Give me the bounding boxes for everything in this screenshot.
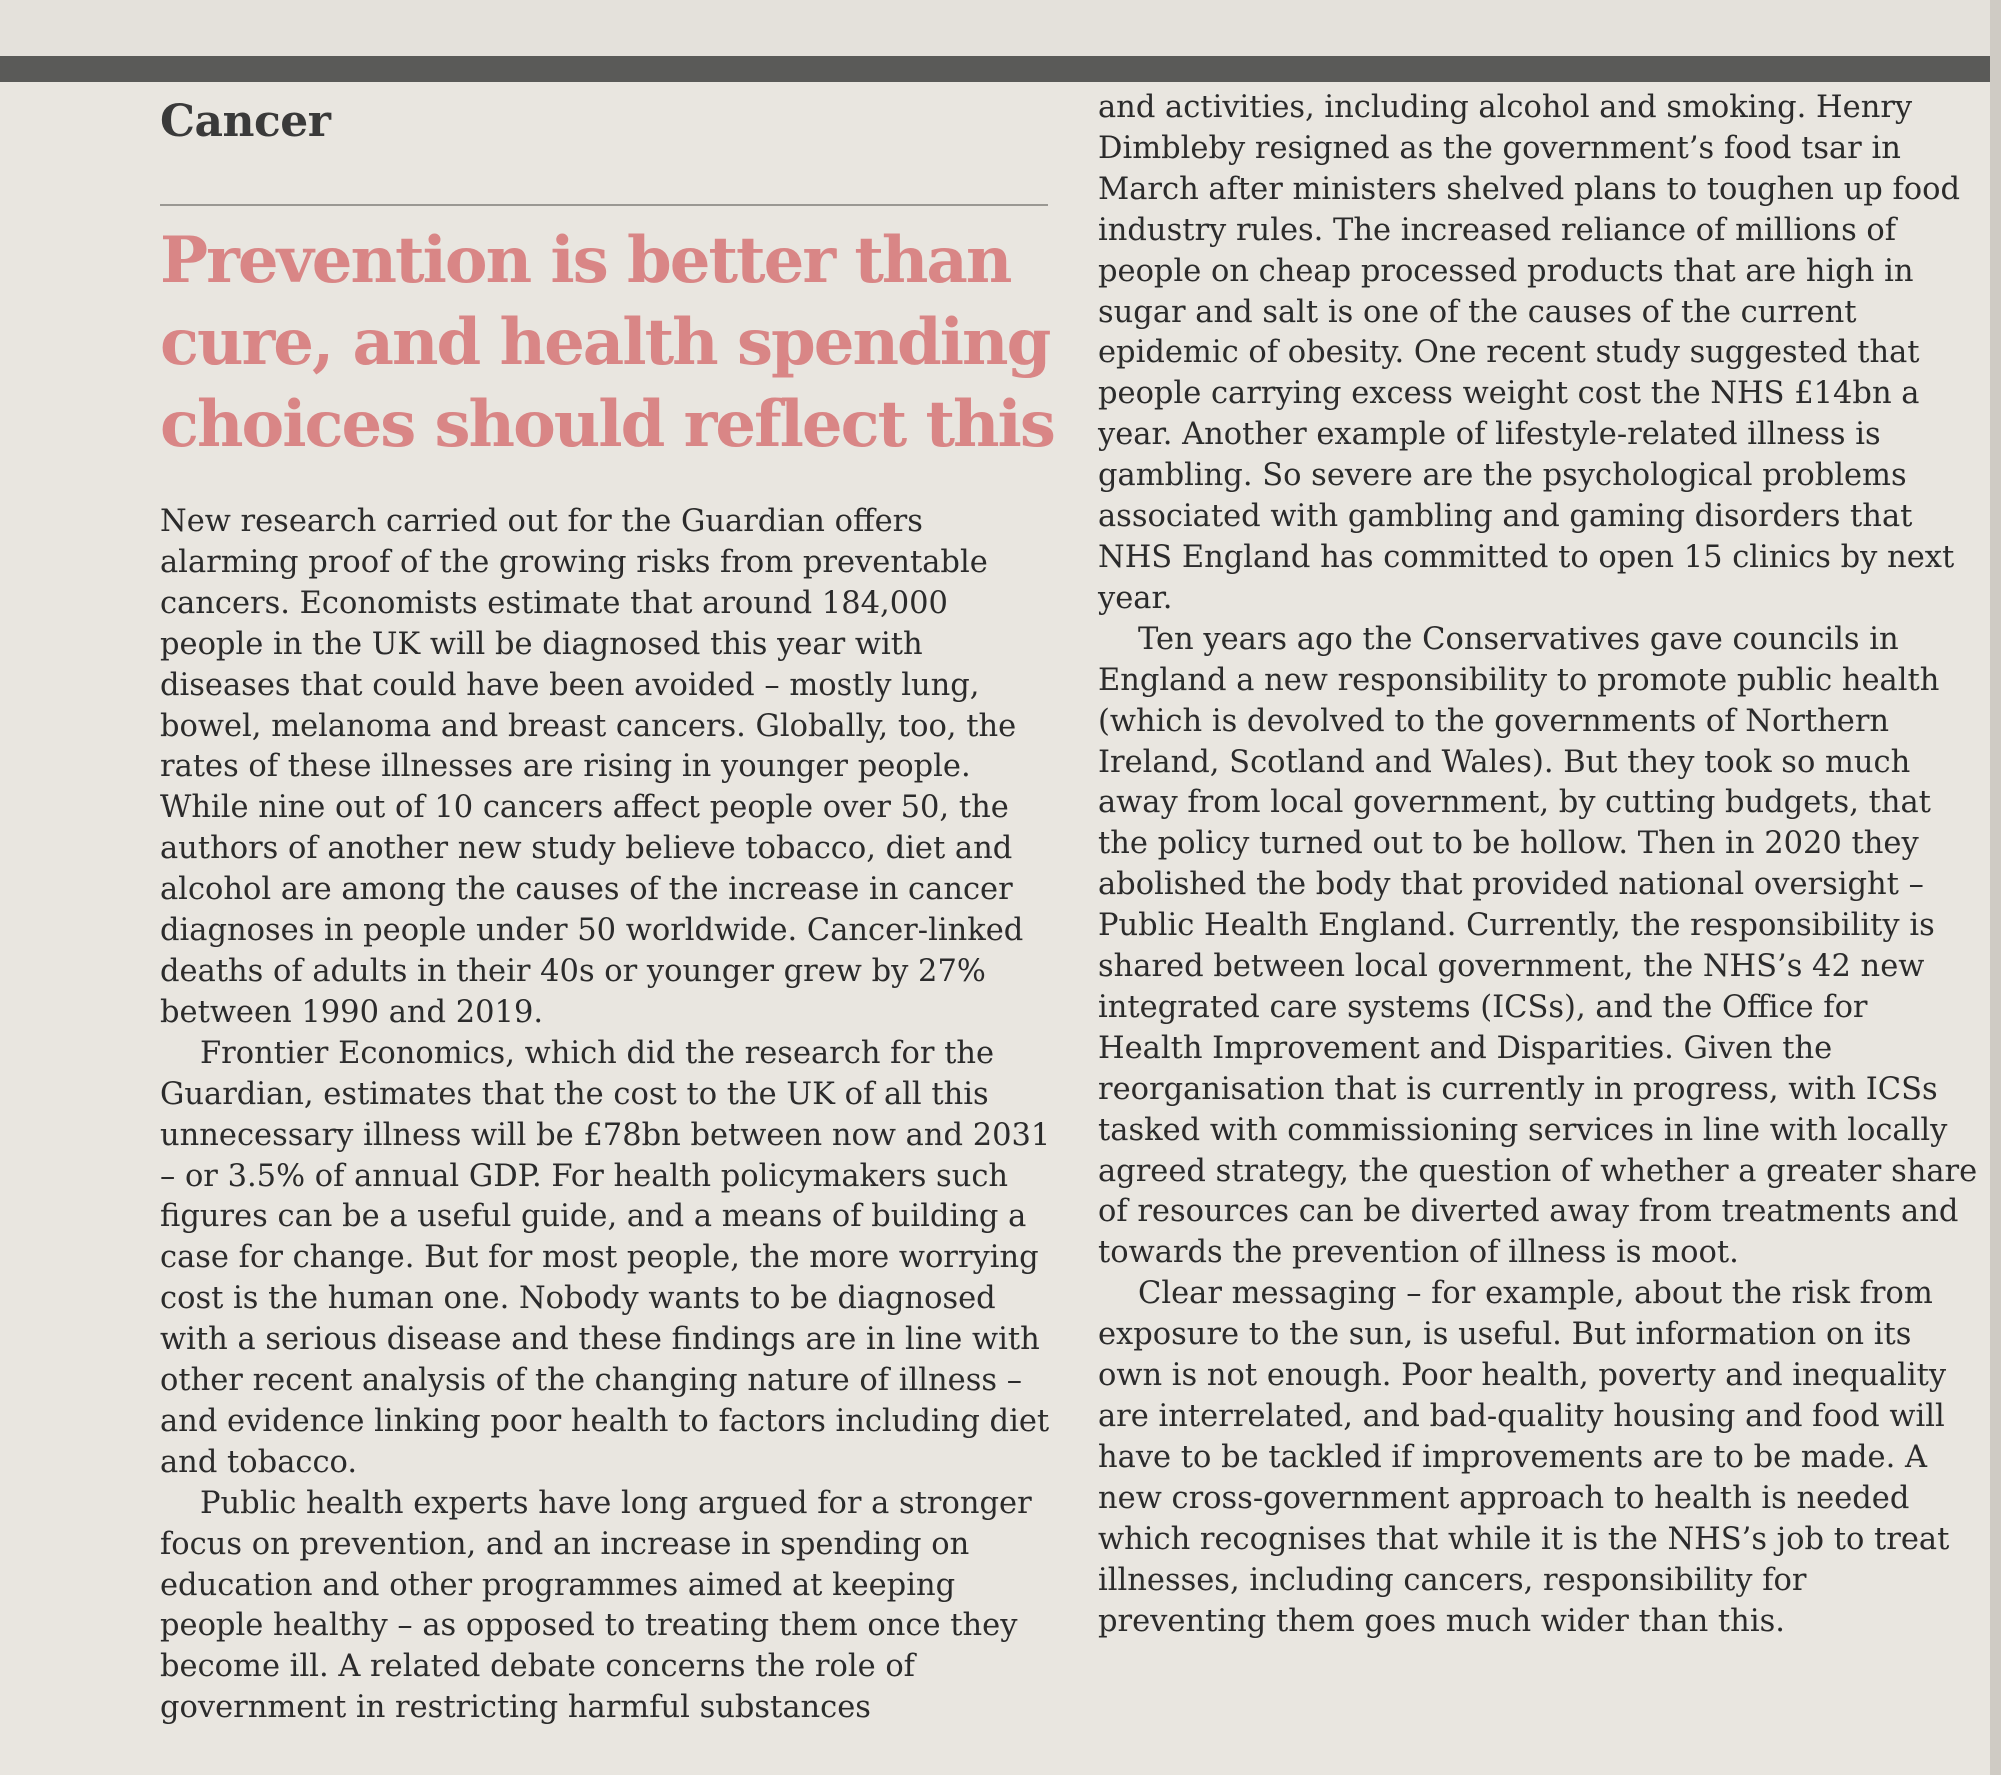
paragraph: Public health experts have long argued for a stronger focus on prevention, and an increase in spending on education and other programmes aimed at keeping people healthy – as opposed to treating them once they become ill. A related debate concerns the role of government in restricting harmful substances bbox=[160, 1485, 1032, 1726]
page-edge bbox=[1990, 0, 2001, 1775]
section-divider bbox=[160, 204, 1048, 206]
header-rule-bar bbox=[0, 56, 1990, 82]
paragraph: Ten years ago the Conservatives gave councils in England a new responsibility to promote public health (which is devolved to the governments of Northern Ireland, Scotland and Wales). But they took so much away from local government, by cutting budgets, that the policy turned out to be hollow. Then in 2020 they abolished the body that provided national oversight – Public Health England. Currently, the responsibility is shared between local government, the NHS’s 42 new integrated care systems (ICSs), and the Office for Health Improvement and Disparities. Given the reorganisation that is currently in progress, with ICSs tasked with commissioning services in line with locally agreed strategy, the question of whether a greater share of resources can be diverted away from treatments and towards the prevention of illness is moot. bbox=[1098, 621, 1978, 1271]
paragraph: Frontier Economics, which did the research for the Guardian, estimates that the cost to the UK of all this unnecessary illness will be £78bn between now and 2031 – or 3.5% of annual GDP. For health policymakers such figures can be a useful guide, and a means of building a case for change. But for most people, the more worrying cost is the human one. Nobody wants to be diagnosed with a serious disease and these findings are in line with other recent analysis of the changing nature of illness – and evidence linking poor health to factors including diet and tobacco. bbox=[160, 1035, 1051, 1480]
paragraph: and activities, including alcohol and smoking. Henry Dimbleby resigned as the government’s food tsar in March after ministers shelved plans to toughen up food industry rules. The increased reliance of millions of people on cheap processed products that are high in sugar and salt is one of the causes of the current epidemic of obesity. One recent study suggested that people carrying excess weight cost the NHS £14bn a year. Another example of lifestyle-related illness is gambling. So severe are the psychological problems associated with gambling and gaming disorders that NHS England has committed to open 15 clinics by next year. bbox=[1098, 90, 1961, 616]
paragraph: Clear messaging – for example, about the risk from exposure to the sun, is useful. But information on its own is not enough. Poor health, poverty and inequality are interrelated, and bad-quality housing and food will have to be tackled if improvements are to be made. A new cross-government approach to health is needed which recognises that while it is the NHS’s job to treat illnesses, including cancers, responsibility for preventing them goes much wider than this. bbox=[1098, 1276, 1950, 1639]
article-column-left bbox=[160, 502, 1060, 1729]
headline: Prevention is better than cure, and health spending choices should reflect this bbox=[160, 223, 1054, 462]
paragraph: New research carried out for the Guardian offers alarming proof of the growing risks from preventable cancers. Economists estimate that around 184,000 people in the UK will be diagnosed this year with diseases that could have been avoided – mostly lung, bowel, melanoma and breast cancers. Globally, too, the rates of these illnesses are rising in younger people. While nine out of 10 cancers affect people over 50, the authors of another new study believe tobacco, diet and alcohol are among the causes of the increase in cancer diagnoses in people under 50 worldwide. Cancer-linked deaths of adults in their 40s or younger grew by 27% between 1990 and 2019. bbox=[160, 504, 1024, 1030]
bleed-through-strip bbox=[0, 0, 2001, 56]
section-label: Cancer bbox=[160, 96, 331, 147]
article-column-right bbox=[1098, 88, 1978, 1642]
